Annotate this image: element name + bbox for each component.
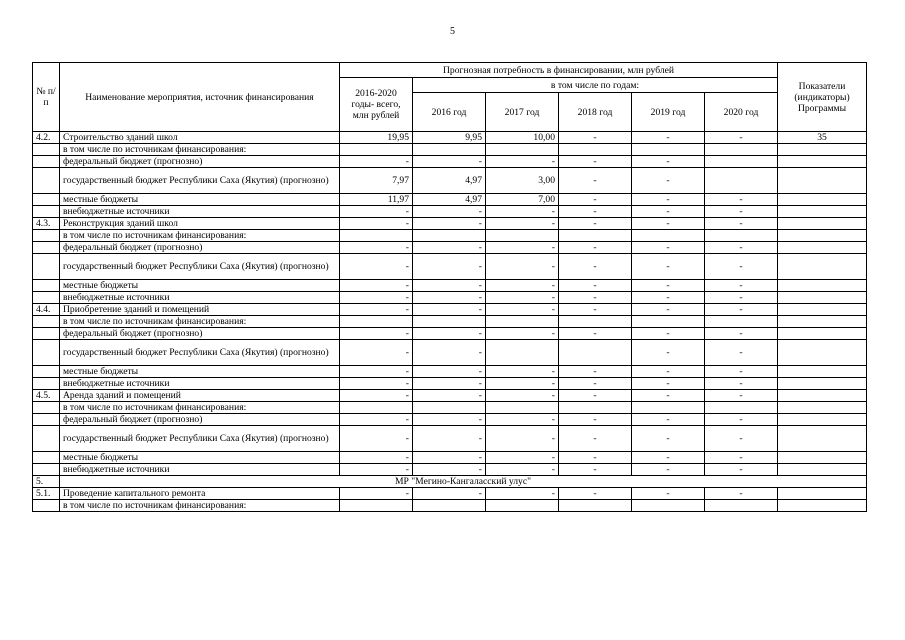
cell-2017: - xyxy=(486,452,559,464)
cell-2017: - xyxy=(486,242,559,254)
cell-2019: - xyxy=(632,242,705,254)
cell-2016 xyxy=(413,316,486,328)
row-number xyxy=(33,414,60,426)
cell-2020 xyxy=(705,230,778,242)
cell-2016: - xyxy=(413,488,486,500)
row-number xyxy=(33,452,60,464)
row-name: государственный бюджет Республики Саха (Якутия) (прогнозно) xyxy=(60,426,340,452)
cell-2016 xyxy=(413,144,486,156)
row-number: 4.4. xyxy=(33,304,60,316)
cell-total: - xyxy=(340,254,413,280)
cell-2018: - xyxy=(559,280,632,292)
cell-total: - xyxy=(340,488,413,500)
cell-total: - xyxy=(340,218,413,230)
cell-total: - xyxy=(340,206,413,218)
cell-total: - xyxy=(340,414,413,426)
cell-2017 xyxy=(486,316,559,328)
cell-2020: - xyxy=(705,132,778,144)
cell-2016: - xyxy=(413,218,486,230)
cell-2017: - xyxy=(486,304,559,316)
cell-2018 xyxy=(559,402,632,414)
cell-total: - xyxy=(340,340,413,366)
cell-2019: - xyxy=(632,156,705,168)
table-row xyxy=(33,390,867,402)
cell-total: - xyxy=(340,452,413,464)
row-name: местные бюджеты xyxy=(60,452,340,464)
header-num: № п/п xyxy=(33,63,60,132)
table-row xyxy=(33,402,867,414)
header-year-2020: 2020 год xyxy=(705,93,778,132)
table-row xyxy=(33,366,867,378)
cell-2020: - xyxy=(705,304,778,316)
cell-2018 xyxy=(559,340,632,366)
row-number xyxy=(33,340,60,366)
table-row xyxy=(33,316,867,328)
cell-indicator xyxy=(778,206,867,218)
cell-2020: - xyxy=(705,488,778,500)
cell-2020: - xyxy=(705,218,778,230)
row-name: в том числе по источникам финансирования: xyxy=(60,402,340,414)
cell-2019: - xyxy=(632,218,705,230)
cell-indicator xyxy=(778,316,867,328)
row-name: государственный бюджет Республики Саха (Якутия) (прогнозно) xyxy=(60,254,340,280)
cell-total xyxy=(340,402,413,414)
header-year-2018: 2018 год xyxy=(559,93,632,132)
cell-2017: 10,00 xyxy=(486,132,559,144)
row-name: Строительство зданий школ xyxy=(60,132,340,144)
table-row xyxy=(33,328,867,340)
cell-2019: - xyxy=(632,206,705,218)
cell-2020: - xyxy=(705,452,778,464)
cell-2020: - xyxy=(705,206,778,218)
header-year-2017: 2017 год xyxy=(486,93,559,132)
table-body xyxy=(33,132,867,512)
row-number xyxy=(33,206,60,218)
cell-2018: - xyxy=(559,254,632,280)
cell-indicator xyxy=(778,500,867,512)
cell-2018: - xyxy=(559,156,632,168)
cell-2019 xyxy=(632,316,705,328)
cell-total xyxy=(340,316,413,328)
table-row xyxy=(33,144,867,156)
row-name: федеральный бюджет (прогнозно) xyxy=(60,414,340,426)
cell-total xyxy=(340,144,413,156)
cell-2016: 4,97 xyxy=(413,194,486,206)
cell-indicator xyxy=(778,402,867,414)
row-name: в том числе по источникам финансирования: xyxy=(60,144,340,156)
cell-2019 xyxy=(632,230,705,242)
header-name: Наименование мероприятия, источник финансирования xyxy=(60,63,340,132)
table-row xyxy=(33,206,867,218)
cell-indicator xyxy=(778,464,867,476)
cell-2020 xyxy=(705,144,778,156)
row-number: 5. xyxy=(33,476,60,488)
cell-2018: - xyxy=(559,292,632,304)
cell-2020 xyxy=(705,316,778,328)
row-name: Приобретение зданий и помещений xyxy=(60,304,340,316)
row-number xyxy=(33,194,60,206)
cell-indicator xyxy=(778,218,867,230)
cell-2020: - xyxy=(705,464,778,476)
cell-2017: - xyxy=(486,378,559,390)
row-number xyxy=(33,144,60,156)
row-name: в том числе по источникам финансирования: xyxy=(60,316,340,328)
cell-total: - xyxy=(340,156,413,168)
cell-2017 xyxy=(486,500,559,512)
cell-2019: - xyxy=(632,452,705,464)
cell-2016: - xyxy=(413,292,486,304)
cell-2020: - xyxy=(705,366,778,378)
table-row xyxy=(33,452,867,464)
cell-2019: - xyxy=(632,280,705,292)
cell-2016 xyxy=(413,402,486,414)
cell-total: 11,97 xyxy=(340,194,413,206)
cell-2017 xyxy=(486,144,559,156)
cell-2019: - xyxy=(632,132,705,144)
cell-2016: - xyxy=(413,426,486,452)
cell-2020: - xyxy=(705,292,778,304)
cell-indicator xyxy=(778,414,867,426)
cell-2016: - xyxy=(413,390,486,402)
table-row xyxy=(33,230,867,242)
row-number xyxy=(33,280,60,292)
cell-2017: - xyxy=(486,488,559,500)
cell-2018: - xyxy=(559,242,632,254)
cell-2019: - xyxy=(632,340,705,366)
cell-2017: - xyxy=(486,328,559,340)
cell-2017: - xyxy=(486,156,559,168)
cell-2018 xyxy=(559,144,632,156)
row-number: 4.2. xyxy=(33,132,60,144)
cell-2019: - xyxy=(632,488,705,500)
cell-2018: - xyxy=(559,488,632,500)
row-number xyxy=(33,328,60,340)
cell-total: - xyxy=(340,366,413,378)
row-number xyxy=(33,156,60,168)
row-name: местные бюджеты xyxy=(60,194,340,206)
row-number xyxy=(33,316,60,328)
table-row xyxy=(33,132,867,144)
cell-2019: - xyxy=(632,426,705,452)
cell-2016 xyxy=(413,500,486,512)
cell-2019: - xyxy=(632,378,705,390)
cell-2016: - xyxy=(413,328,486,340)
table-row xyxy=(33,488,867,500)
cell-2018: - xyxy=(559,304,632,316)
header-total: 2016-2020 годы- всего, млн рублей xyxy=(340,78,413,132)
cell-2017: - xyxy=(486,254,559,280)
cell-2016: 9,95 xyxy=(413,132,486,144)
row-number xyxy=(33,464,60,476)
cell-2016: - xyxy=(413,340,486,366)
table-header xyxy=(33,63,867,132)
cell-2018: - xyxy=(559,452,632,464)
cell-2016: - xyxy=(413,452,486,464)
row-name: внебюджетные источники xyxy=(60,378,340,390)
table-row xyxy=(33,242,867,254)
header-forecast: Прогнозная потребность в финансировании, млн рублей xyxy=(340,63,778,78)
cell-total: - xyxy=(340,390,413,402)
table-row xyxy=(33,168,867,194)
cell-indicator xyxy=(778,390,867,402)
cell-total: - xyxy=(340,292,413,304)
cell-2017: 3,00 xyxy=(486,168,559,194)
cell-2018 xyxy=(559,500,632,512)
cell-total xyxy=(340,500,413,512)
cell-2018: - xyxy=(559,426,632,452)
cell-indicator xyxy=(778,156,867,168)
cell-indicator: 35 xyxy=(778,132,867,144)
row-name: в том числе по источникам финансирования: xyxy=(60,500,340,512)
cell-2017: - xyxy=(486,464,559,476)
cell-indicator xyxy=(778,144,867,156)
cell-2016: 4,97 xyxy=(413,168,486,194)
row-number xyxy=(33,366,60,378)
row-number xyxy=(33,500,60,512)
cell-2019: - xyxy=(632,168,705,194)
cell-indicator xyxy=(778,242,867,254)
table-row xyxy=(33,464,867,476)
cell-2020 xyxy=(705,500,778,512)
header-indicators: Показатели (индикаторы) Программы xyxy=(778,63,867,132)
table-row xyxy=(33,340,867,366)
cell-indicator xyxy=(778,426,867,452)
cell-indicator xyxy=(778,452,867,464)
cell-2020: - xyxy=(705,378,778,390)
cell-2018: - xyxy=(559,132,632,144)
cell-2020 xyxy=(705,156,778,168)
row-name: в том числе по источникам финансирования: xyxy=(60,230,340,242)
cell-2016: - xyxy=(413,242,486,254)
cell-2020 xyxy=(705,402,778,414)
cell-2017 xyxy=(486,340,559,366)
cell-2019: - xyxy=(632,366,705,378)
cell-2016: - xyxy=(413,280,486,292)
row-number: 4.5. xyxy=(33,390,60,402)
cell-2017: - xyxy=(486,390,559,402)
row-number xyxy=(33,402,60,414)
cell-2017: - xyxy=(486,292,559,304)
cell-indicator xyxy=(778,168,867,194)
cell-2019: - xyxy=(632,254,705,280)
row-name: внебюджетные источники xyxy=(60,292,340,304)
cell-2017: - xyxy=(486,218,559,230)
row-name: Аренда зданий и помещений xyxy=(60,390,340,402)
cell-2020: - xyxy=(705,280,778,292)
row-number xyxy=(33,254,60,280)
row-number: 5.1. xyxy=(33,488,60,500)
row-name: государственный бюджет Республики Саха (Якутия) (прогнозно) xyxy=(60,340,340,366)
cell-indicator xyxy=(778,254,867,280)
cell-2018: - xyxy=(559,206,632,218)
cell-2016: - xyxy=(413,206,486,218)
cell-2018: - xyxy=(559,168,632,194)
cell-2020: - xyxy=(705,414,778,426)
row-name: местные бюджеты xyxy=(60,280,340,292)
row-name: государственный бюджет Республики Саха (Якутия) (прогнозно) xyxy=(60,168,340,194)
header-year-2016: 2016 год xyxy=(413,93,486,132)
cell-2018: - xyxy=(559,328,632,340)
cell-2019: - xyxy=(632,328,705,340)
table-row xyxy=(33,476,867,488)
cell-2016 xyxy=(413,230,486,242)
cell-2020: - xyxy=(705,194,778,206)
cell-2016: - xyxy=(413,366,486,378)
section-title: МР "Мегино-Кангаласский улус" xyxy=(60,476,867,488)
cell-indicator xyxy=(778,328,867,340)
cell-indicator xyxy=(778,230,867,242)
row-name: местные бюджеты xyxy=(60,366,340,378)
table-row xyxy=(33,194,867,206)
table-row xyxy=(33,500,867,512)
cell-2016: - xyxy=(413,156,486,168)
cell-2019 xyxy=(632,500,705,512)
row-name: Проведение капитального ремонта xyxy=(60,488,340,500)
cell-indicator xyxy=(778,304,867,316)
cell-2020: - xyxy=(705,426,778,452)
row-name: внебюджетные источники xyxy=(60,464,340,476)
cell-indicator xyxy=(778,378,867,390)
row-number: 4.3. xyxy=(33,218,60,230)
cell-total: - xyxy=(340,464,413,476)
cell-total: 19,95 xyxy=(340,132,413,144)
table-row xyxy=(33,426,867,452)
financing-table xyxy=(32,62,867,512)
cell-2018: - xyxy=(559,194,632,206)
table-row xyxy=(33,414,867,426)
cell-indicator xyxy=(778,366,867,378)
cell-total: 7,97 xyxy=(340,168,413,194)
cell-2018: - xyxy=(559,378,632,390)
cell-2016: - xyxy=(413,414,486,426)
row-number xyxy=(33,378,60,390)
table-row xyxy=(33,156,867,168)
table-row xyxy=(33,218,867,230)
cell-2016: - xyxy=(413,378,486,390)
cell-2018: - xyxy=(559,390,632,402)
cell-2019: - xyxy=(632,414,705,426)
cell-2019: - xyxy=(632,194,705,206)
cell-indicator xyxy=(778,340,867,366)
cell-2017 xyxy=(486,230,559,242)
table-row xyxy=(33,304,867,316)
cell-indicator xyxy=(778,194,867,206)
cell-indicator xyxy=(778,292,867,304)
cell-2018: - xyxy=(559,366,632,378)
cell-2017: - xyxy=(486,366,559,378)
cell-total: - xyxy=(340,304,413,316)
cell-2018: - xyxy=(559,414,632,426)
cell-2017: - xyxy=(486,280,559,292)
cell-total: - xyxy=(340,242,413,254)
cell-2019: - xyxy=(632,304,705,316)
cell-total: - xyxy=(340,280,413,292)
cell-2020: - xyxy=(705,390,778,402)
cell-total: - xyxy=(340,426,413,452)
cell-2017: - xyxy=(486,414,559,426)
cell-total: - xyxy=(340,328,413,340)
row-number xyxy=(33,242,60,254)
cell-total: - xyxy=(340,378,413,390)
row-name: внебюджетные источники xyxy=(60,206,340,218)
cell-2017: - xyxy=(486,206,559,218)
cell-2017: 7,00 xyxy=(486,194,559,206)
cell-2018: - xyxy=(559,218,632,230)
cell-2020 xyxy=(705,168,778,194)
page-number: 5 xyxy=(450,26,455,37)
cell-2019 xyxy=(632,402,705,414)
cell-2017: - xyxy=(486,426,559,452)
row-name: Реконструкция зданий школ xyxy=(60,218,340,230)
cell-2019 xyxy=(632,144,705,156)
table-row xyxy=(33,378,867,390)
row-name: федеральный бюджет (прогнозно) xyxy=(60,242,340,254)
cell-2019: - xyxy=(632,464,705,476)
cell-2016: - xyxy=(413,464,486,476)
row-number xyxy=(33,168,60,194)
row-number xyxy=(33,292,60,304)
row-number xyxy=(33,230,60,242)
cell-2019: - xyxy=(632,292,705,304)
cell-2017 xyxy=(486,402,559,414)
row-name: федеральный бюджет (прогнозно) xyxy=(60,156,340,168)
header-by-years: в том числе по годам: xyxy=(413,78,778,93)
cell-indicator xyxy=(778,280,867,292)
cell-2020: - xyxy=(705,340,778,366)
cell-2020: - xyxy=(705,328,778,340)
row-number xyxy=(33,426,60,452)
cell-2020: - xyxy=(705,242,778,254)
cell-total xyxy=(340,230,413,242)
cell-2016: - xyxy=(413,254,486,280)
cell-2016: - xyxy=(413,304,486,316)
cell-2018 xyxy=(559,230,632,242)
cell-2018 xyxy=(559,316,632,328)
table-row xyxy=(33,254,867,280)
cell-indicator xyxy=(778,488,867,500)
table-row xyxy=(33,292,867,304)
row-name: федеральный бюджет (прогнозно) xyxy=(60,328,340,340)
header-year-2019: 2019 год xyxy=(632,93,705,132)
cell-2020: - xyxy=(705,254,778,280)
cell-2019: - xyxy=(632,390,705,402)
cell-2018: - xyxy=(559,464,632,476)
table-row xyxy=(33,280,867,292)
